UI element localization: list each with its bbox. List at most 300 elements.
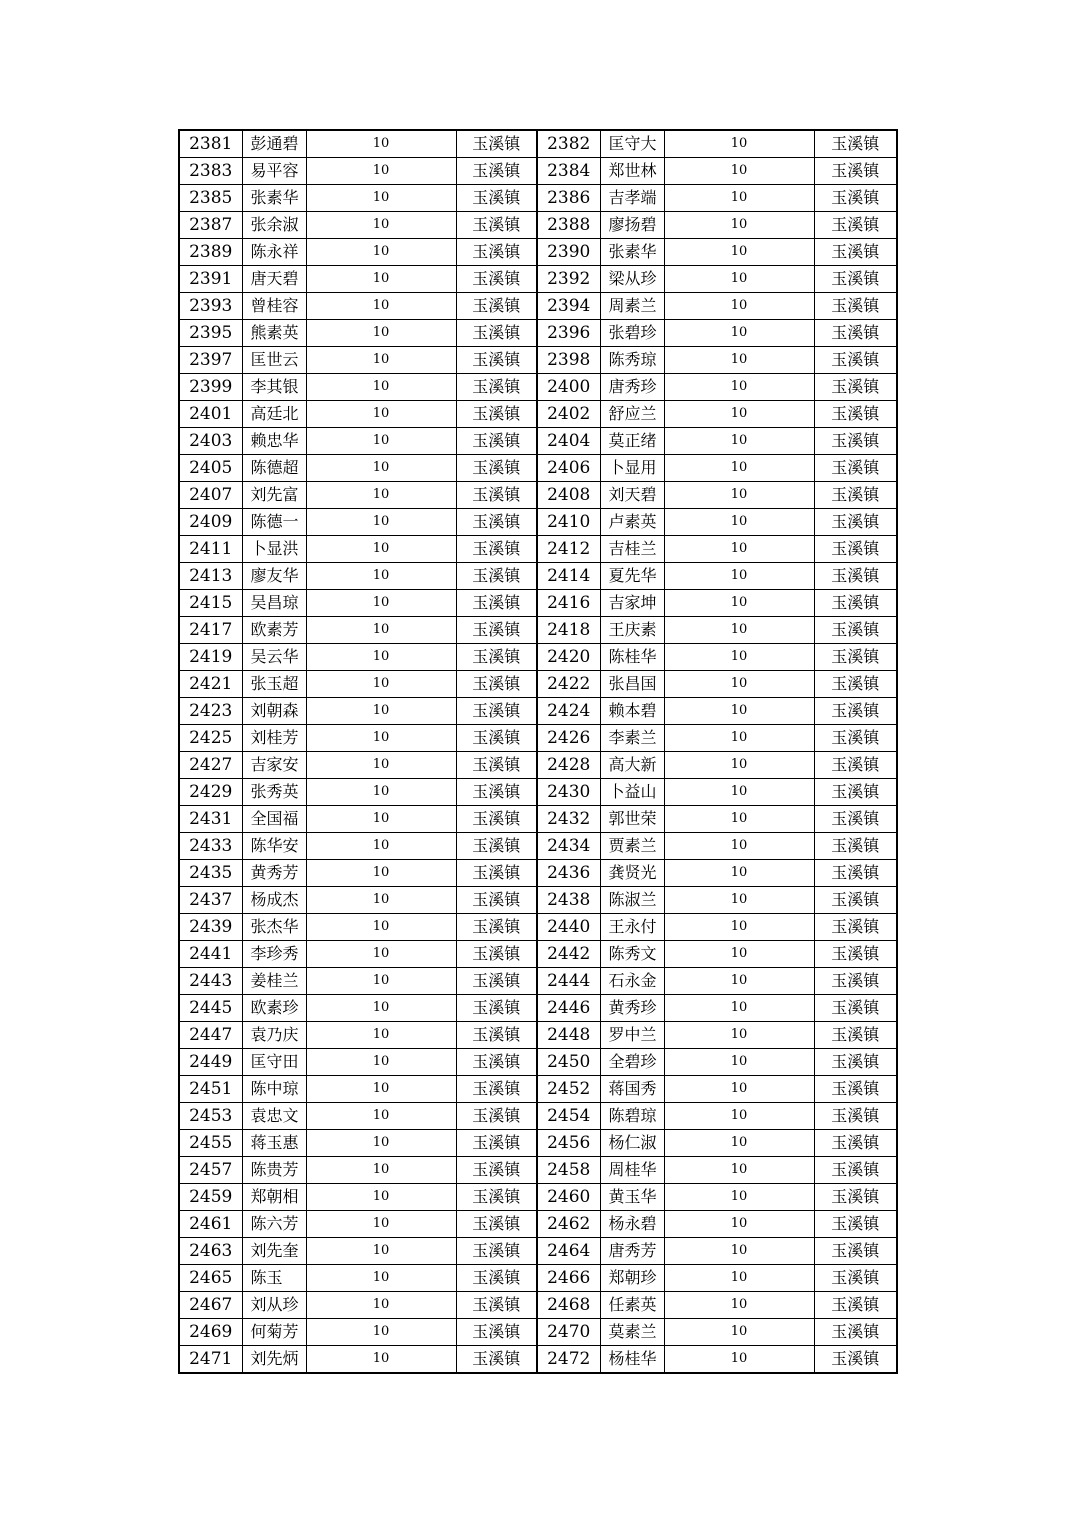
- right-name-cell: 吉桂兰: [600, 536, 664, 563]
- left-id-cell: 2459: [179, 1184, 242, 1211]
- left-id-cell: 2387: [179, 212, 242, 239]
- left-id-cell: 2391: [179, 266, 242, 293]
- left-amount-cell: 10: [306, 698, 456, 725]
- right-town-cell: 玉溪镇: [814, 239, 897, 266]
- right-name-cell: 吉家坤: [600, 590, 664, 617]
- left-amount-cell: 10: [306, 401, 456, 428]
- table-row: [179, 1292, 897, 1319]
- left-town-cell: 玉溪镇: [456, 833, 537, 860]
- table-row: [179, 1130, 897, 1157]
- right-town-cell: 玉溪镇: [814, 617, 897, 644]
- table-row: [179, 1103, 897, 1130]
- right-id-cell: 2450: [537, 1049, 600, 1076]
- left-name-cell: 袁忠文: [242, 1103, 306, 1130]
- right-amount-cell: 10: [664, 725, 814, 752]
- left-id-cell: 2471: [179, 1346, 242, 1374]
- left-id-cell: 2429: [179, 779, 242, 806]
- left-id-cell: 2465: [179, 1265, 242, 1292]
- right-amount-cell: 10: [664, 1103, 814, 1130]
- left-id-cell: 2445: [179, 995, 242, 1022]
- table-row: [179, 509, 897, 536]
- left-amount-cell: 10: [306, 671, 456, 698]
- table-row: [179, 590, 897, 617]
- right-id-cell: 2438: [537, 887, 600, 914]
- left-amount-cell: 10: [306, 1049, 456, 1076]
- right-name-cell: 莫正绪: [600, 428, 664, 455]
- left-town-cell: 玉溪镇: [456, 239, 537, 266]
- right-town-cell: 玉溪镇: [814, 130, 897, 158]
- left-name-cell: 刘先富: [242, 482, 306, 509]
- right-name-cell: 郑世林: [600, 158, 664, 185]
- table-row: [179, 455, 897, 482]
- right-id-cell: 2464: [537, 1238, 600, 1265]
- table-row: [179, 617, 897, 644]
- right-id-cell: 2416: [537, 590, 600, 617]
- left-name-cell: 陈中琼: [242, 1076, 306, 1103]
- right-amount-cell: 10: [664, 1319, 814, 1346]
- left-id-cell: 2413: [179, 563, 242, 590]
- left-id-cell: 2415: [179, 590, 242, 617]
- left-id-cell: 2455: [179, 1130, 242, 1157]
- table-row: [179, 1076, 897, 1103]
- right-id-cell: 2420: [537, 644, 600, 671]
- right-id-cell: 2430: [537, 779, 600, 806]
- table-row: [179, 941, 897, 968]
- left-amount-cell: 10: [306, 752, 456, 779]
- left-amount-cell: 10: [306, 779, 456, 806]
- right-name-cell: 贾素兰: [600, 833, 664, 860]
- left-amount-cell: 10: [306, 914, 456, 941]
- right-name-cell: 黄玉华: [600, 1184, 664, 1211]
- left-name-cell: 曾桂容: [242, 293, 306, 320]
- left-amount-cell: 10: [306, 968, 456, 995]
- right-id-cell: 2440: [537, 914, 600, 941]
- table-row: [179, 1049, 897, 1076]
- left-name-cell: 袁乃庆: [242, 1022, 306, 1049]
- right-amount-cell: 10: [664, 293, 814, 320]
- left-amount-cell: 10: [306, 725, 456, 752]
- left-id-cell: 2447: [179, 1022, 242, 1049]
- right-town-cell: 玉溪镇: [814, 509, 897, 536]
- left-town-cell: 玉溪镇: [456, 806, 537, 833]
- left-name-cell: 卜显洪: [242, 536, 306, 563]
- left-id-cell: 2449: [179, 1049, 242, 1076]
- right-amount-cell: 10: [664, 509, 814, 536]
- right-name-cell: 杨桂华: [600, 1346, 664, 1374]
- left-amount-cell: 10: [306, 130, 456, 158]
- left-amount-cell: 10: [306, 374, 456, 401]
- right-id-cell: 2424: [537, 698, 600, 725]
- right-amount-cell: 10: [664, 860, 814, 887]
- right-town-cell: 玉溪镇: [814, 1211, 897, 1238]
- left-town-cell: 玉溪镇: [456, 590, 537, 617]
- table-row: [179, 698, 897, 725]
- right-name-cell: 陈淑兰: [600, 887, 664, 914]
- left-name-cell: 欧素珍: [242, 995, 306, 1022]
- right-name-cell: 赖本碧: [600, 698, 664, 725]
- right-town-cell: 玉溪镇: [814, 1346, 897, 1374]
- right-amount-cell: 10: [664, 1157, 814, 1184]
- left-town-cell: 玉溪镇: [456, 644, 537, 671]
- right-name-cell: 陈桂华: [600, 644, 664, 671]
- right-id-cell: 2402: [537, 401, 600, 428]
- right-town-cell: 玉溪镇: [814, 752, 897, 779]
- right-name-cell: 卜显用: [600, 455, 664, 482]
- right-amount-cell: 10: [664, 374, 814, 401]
- right-name-cell: 罗中兰: [600, 1022, 664, 1049]
- right-amount-cell: 10: [664, 887, 814, 914]
- left-amount-cell: 10: [306, 1265, 456, 1292]
- left-amount-cell: 10: [306, 806, 456, 833]
- left-amount-cell: 10: [306, 320, 456, 347]
- left-name-cell: 刘先奎: [242, 1238, 306, 1265]
- left-town-cell: 玉溪镇: [456, 374, 537, 401]
- right-name-cell: 莫素兰: [600, 1319, 664, 1346]
- left-name-cell: 张素华: [242, 185, 306, 212]
- right-amount-cell: 10: [664, 212, 814, 239]
- left-name-cell: 蒋玉惠: [242, 1130, 306, 1157]
- right-amount-cell: 10: [664, 428, 814, 455]
- left-amount-cell: 10: [306, 941, 456, 968]
- right-amount-cell: 10: [664, 185, 814, 212]
- right-name-cell: 卢素英: [600, 509, 664, 536]
- right-amount-cell: 10: [664, 320, 814, 347]
- left-id-cell: 2401: [179, 401, 242, 428]
- left-town-cell: 玉溪镇: [456, 1319, 537, 1346]
- right-amount-cell: 10: [664, 671, 814, 698]
- right-name-cell: 匡守大: [600, 130, 664, 158]
- right-id-cell: 2414: [537, 563, 600, 590]
- left-amount-cell: 10: [306, 347, 456, 374]
- left-town-cell: 玉溪镇: [456, 617, 537, 644]
- left-name-cell: 黄秀芳: [242, 860, 306, 887]
- right-name-cell: 周桂华: [600, 1157, 664, 1184]
- right-id-cell: 2392: [537, 266, 600, 293]
- left-name-cell: 赖忠华: [242, 428, 306, 455]
- right-amount-cell: 10: [664, 130, 814, 158]
- right-amount-cell: 10: [664, 1184, 814, 1211]
- left-amount-cell: 10: [306, 644, 456, 671]
- left-name-cell: 张余淑: [242, 212, 306, 239]
- left-name-cell: 吉家安: [242, 752, 306, 779]
- right-id-cell: 2436: [537, 860, 600, 887]
- left-amount-cell: 10: [306, 239, 456, 266]
- right-town-cell: 玉溪镇: [814, 212, 897, 239]
- left-town-cell: 玉溪镇: [456, 1238, 537, 1265]
- right-id-cell: 2390: [537, 239, 600, 266]
- right-town-cell: 玉溪镇: [814, 698, 897, 725]
- right-id-cell: 2448: [537, 1022, 600, 1049]
- right-amount-cell: 10: [664, 914, 814, 941]
- right-amount-cell: 10: [664, 995, 814, 1022]
- left-town-cell: 玉溪镇: [456, 509, 537, 536]
- left-amount-cell: 10: [306, 860, 456, 887]
- left-id-cell: 2467: [179, 1292, 242, 1319]
- left-amount-cell: 10: [306, 887, 456, 914]
- right-id-cell: 2470: [537, 1319, 600, 1346]
- right-town-cell: 玉溪镇: [814, 644, 897, 671]
- left-id-cell: 2393: [179, 293, 242, 320]
- right-id-cell: 2408: [537, 482, 600, 509]
- right-id-cell: 2404: [537, 428, 600, 455]
- left-town-cell: 玉溪镇: [456, 779, 537, 806]
- left-amount-cell: 10: [306, 1346, 456, 1374]
- right-amount-cell: 10: [664, 968, 814, 995]
- left-name-cell: 刘先炳: [242, 1346, 306, 1374]
- right-town-cell: 玉溪镇: [814, 185, 897, 212]
- left-amount-cell: 10: [306, 1130, 456, 1157]
- table-row: [179, 266, 897, 293]
- left-id-cell: 2403: [179, 428, 242, 455]
- right-amount-cell: 10: [664, 482, 814, 509]
- left-town-cell: 玉溪镇: [456, 968, 537, 995]
- roster-body: [179, 130, 897, 1373]
- right-name-cell: 蒋国秀: [600, 1076, 664, 1103]
- right-id-cell: 2394: [537, 293, 600, 320]
- right-town-cell: 玉溪镇: [814, 968, 897, 995]
- table-row: [179, 374, 897, 401]
- right-id-cell: 2444: [537, 968, 600, 995]
- left-name-cell: 吴昌琼: [242, 590, 306, 617]
- roster-table: [178, 129, 898, 1374]
- right-name-cell: 舒应兰: [600, 401, 664, 428]
- right-name-cell: 王永付: [600, 914, 664, 941]
- right-amount-cell: 10: [664, 1265, 814, 1292]
- right-town-cell: 玉溪镇: [814, 347, 897, 374]
- left-town-cell: 玉溪镇: [456, 1211, 537, 1238]
- right-town-cell: 玉溪镇: [814, 401, 897, 428]
- right-town-cell: 玉溪镇: [814, 1157, 897, 1184]
- table-row: [179, 1157, 897, 1184]
- right-town-cell: 玉溪镇: [814, 293, 897, 320]
- right-id-cell: 2396: [537, 320, 600, 347]
- left-name-cell: 陈永祥: [242, 239, 306, 266]
- table-row: [179, 347, 897, 374]
- right-id-cell: 2400: [537, 374, 600, 401]
- left-id-cell: 2457: [179, 1157, 242, 1184]
- left-town-cell: 玉溪镇: [456, 860, 537, 887]
- table-row: [179, 806, 897, 833]
- left-id-cell: 2385: [179, 185, 242, 212]
- right-id-cell: 2422: [537, 671, 600, 698]
- right-id-cell: 2432: [537, 806, 600, 833]
- left-id-cell: 2461: [179, 1211, 242, 1238]
- left-name-cell: 何菊芳: [242, 1319, 306, 1346]
- right-town-cell: 玉溪镇: [814, 995, 897, 1022]
- right-name-cell: 张素华: [600, 239, 664, 266]
- left-town-cell: 玉溪镇: [456, 482, 537, 509]
- table-row: [179, 671, 897, 698]
- left-id-cell: 2437: [179, 887, 242, 914]
- right-id-cell: 2472: [537, 1346, 600, 1374]
- right-name-cell: 吉孝端: [600, 185, 664, 212]
- right-town-cell: 玉溪镇: [814, 536, 897, 563]
- right-amount-cell: 10: [664, 698, 814, 725]
- right-amount-cell: 10: [664, 1211, 814, 1238]
- right-town-cell: 玉溪镇: [814, 1130, 897, 1157]
- left-amount-cell: 10: [306, 1211, 456, 1238]
- table-row: [179, 860, 897, 887]
- right-id-cell: 2466: [537, 1265, 600, 1292]
- left-amount-cell: 10: [306, 158, 456, 185]
- right-town-cell: 玉溪镇: [814, 1319, 897, 1346]
- right-amount-cell: 10: [664, 455, 814, 482]
- right-town-cell: 玉溪镇: [814, 1292, 897, 1319]
- left-town-cell: 玉溪镇: [456, 1157, 537, 1184]
- left-town-cell: 玉溪镇: [456, 401, 537, 428]
- left-town-cell: 玉溪镇: [456, 158, 537, 185]
- left-id-cell: 2439: [179, 914, 242, 941]
- left-town-cell: 玉溪镇: [456, 536, 537, 563]
- right-town-cell: 玉溪镇: [814, 482, 897, 509]
- left-town-cell: 玉溪镇: [456, 428, 537, 455]
- left-name-cell: 吴云华: [242, 644, 306, 671]
- left-town-cell: 玉溪镇: [456, 130, 537, 158]
- right-name-cell: 张昌国: [600, 671, 664, 698]
- left-name-cell: 姜桂兰: [242, 968, 306, 995]
- table-row: [179, 239, 897, 266]
- left-name-cell: 李珍秀: [242, 941, 306, 968]
- left-town-cell: 玉溪镇: [456, 698, 537, 725]
- left-name-cell: 刘桂芳: [242, 725, 306, 752]
- left-name-cell: 张秀英: [242, 779, 306, 806]
- left-id-cell: 2409: [179, 509, 242, 536]
- right-town-cell: 玉溪镇: [814, 158, 897, 185]
- left-amount-cell: 10: [306, 1103, 456, 1130]
- table-row: [179, 1211, 897, 1238]
- left-id-cell: 2407: [179, 482, 242, 509]
- left-town-cell: 玉溪镇: [456, 455, 537, 482]
- left-name-cell: 匡守田: [242, 1049, 306, 1076]
- left-id-cell: 2453: [179, 1103, 242, 1130]
- left-name-cell: 杨成杰: [242, 887, 306, 914]
- left-town-cell: 玉溪镇: [456, 1130, 537, 1157]
- right-name-cell: 高大新: [600, 752, 664, 779]
- right-amount-cell: 10: [664, 644, 814, 671]
- left-name-cell: 廖友华: [242, 563, 306, 590]
- left-id-cell: 2427: [179, 752, 242, 779]
- right-name-cell: 李素兰: [600, 725, 664, 752]
- left-name-cell: 熊素英: [242, 320, 306, 347]
- right-town-cell: 玉溪镇: [814, 266, 897, 293]
- right-name-cell: 黄秀珍: [600, 995, 664, 1022]
- left-town-cell: 玉溪镇: [456, 1184, 537, 1211]
- left-id-cell: 2381: [179, 130, 242, 158]
- left-amount-cell: 10: [306, 266, 456, 293]
- left-name-cell: 全国福: [242, 806, 306, 833]
- right-amount-cell: 10: [664, 590, 814, 617]
- table-row: [179, 1265, 897, 1292]
- right-town-cell: 玉溪镇: [814, 320, 897, 347]
- left-name-cell: 张杰华: [242, 914, 306, 941]
- right-id-cell: 2456: [537, 1130, 600, 1157]
- left-name-cell: 刘从珍: [242, 1292, 306, 1319]
- right-id-cell: 2388: [537, 212, 600, 239]
- right-town-cell: 玉溪镇: [814, 1049, 897, 1076]
- left-town-cell: 玉溪镇: [456, 1076, 537, 1103]
- left-amount-cell: 10: [306, 833, 456, 860]
- right-town-cell: 玉溪镇: [814, 374, 897, 401]
- left-name-cell: 欧素芳: [242, 617, 306, 644]
- table-row: [179, 1346, 897, 1374]
- left-id-cell: 2463: [179, 1238, 242, 1265]
- right-name-cell: 杨仁淑: [600, 1130, 664, 1157]
- left-amount-cell: 10: [306, 509, 456, 536]
- right-id-cell: 2468: [537, 1292, 600, 1319]
- right-amount-cell: 10: [664, 941, 814, 968]
- right-town-cell: 玉溪镇: [814, 860, 897, 887]
- right-name-cell: 石永金: [600, 968, 664, 995]
- left-name-cell: 高廷北: [242, 401, 306, 428]
- right-id-cell: 2398: [537, 347, 600, 374]
- left-amount-cell: 10: [306, 212, 456, 239]
- left-id-cell: 2441: [179, 941, 242, 968]
- right-town-cell: 玉溪镇: [814, 914, 897, 941]
- left-town-cell: 玉溪镇: [456, 293, 537, 320]
- right-name-cell: 陈秀琼: [600, 347, 664, 374]
- left-id-cell: 2469: [179, 1319, 242, 1346]
- right-amount-cell: 10: [664, 563, 814, 590]
- right-town-cell: 玉溪镇: [814, 671, 897, 698]
- table-row: [179, 428, 897, 455]
- left-name-cell: 陈贵芳: [242, 1157, 306, 1184]
- left-name-cell: 陈德一: [242, 509, 306, 536]
- table-row: [179, 833, 897, 860]
- left-amount-cell: 10: [306, 1184, 456, 1211]
- left-amount-cell: 10: [306, 1319, 456, 1346]
- left-amount-cell: 10: [306, 590, 456, 617]
- left-town-cell: 玉溪镇: [456, 1346, 537, 1374]
- right-amount-cell: 10: [664, 1130, 814, 1157]
- table-row: [179, 1184, 897, 1211]
- left-town-cell: 玉溪镇: [456, 1049, 537, 1076]
- left-id-cell: 2443: [179, 968, 242, 995]
- table-row: [179, 130, 897, 158]
- left-amount-cell: 10: [306, 563, 456, 590]
- right-town-cell: 玉溪镇: [814, 725, 897, 752]
- left-name-cell: 刘朝森: [242, 698, 306, 725]
- right-id-cell: 2434: [537, 833, 600, 860]
- right-amount-cell: 10: [664, 347, 814, 374]
- table-row: [179, 725, 897, 752]
- right-town-cell: 玉溪镇: [814, 1076, 897, 1103]
- left-amount-cell: 10: [306, 428, 456, 455]
- right-name-cell: 周素兰: [600, 293, 664, 320]
- right-id-cell: 2412: [537, 536, 600, 563]
- right-amount-cell: 10: [664, 806, 814, 833]
- table-row: [179, 293, 897, 320]
- left-name-cell: 陈德超: [242, 455, 306, 482]
- table-row: [179, 752, 897, 779]
- right-id-cell: 2428: [537, 752, 600, 779]
- right-town-cell: 玉溪镇: [814, 806, 897, 833]
- left-name-cell: 张玉超: [242, 671, 306, 698]
- left-id-cell: 2417: [179, 617, 242, 644]
- left-town-cell: 玉溪镇: [456, 725, 537, 752]
- left-id-cell: 2405: [179, 455, 242, 482]
- left-id-cell: 2399: [179, 374, 242, 401]
- left-amount-cell: 10: [306, 536, 456, 563]
- right-town-cell: 玉溪镇: [814, 428, 897, 455]
- right-id-cell: 2384: [537, 158, 600, 185]
- table-row: [179, 887, 897, 914]
- left-town-cell: 玉溪镇: [456, 320, 537, 347]
- left-id-cell: 2411: [179, 536, 242, 563]
- right-name-cell: 杨永碧: [600, 1211, 664, 1238]
- right-town-cell: 玉溪镇: [814, 1238, 897, 1265]
- left-town-cell: 玉溪镇: [456, 671, 537, 698]
- right-town-cell: 玉溪镇: [814, 590, 897, 617]
